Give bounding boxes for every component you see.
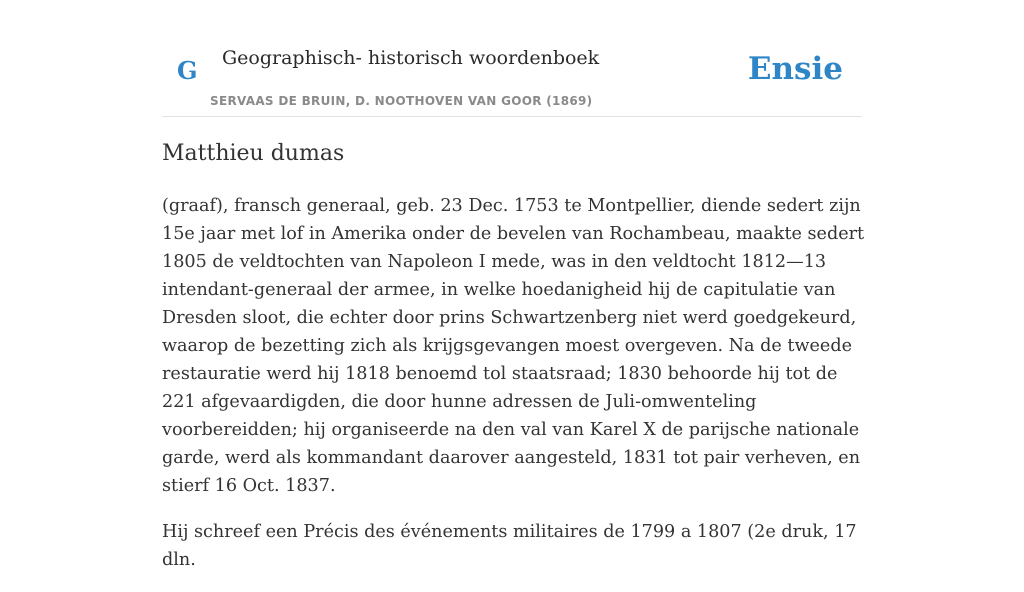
article-title: Matthieu dumas — [162, 141, 345, 166]
book-subtitle: SERVAAS DE BRUIN, D. NOOTHOVEN VAN GOOR (1869) — [210, 94, 593, 108]
article-paragraph: Hij schreef een Précis des événements militaires de 1799 a 1807 (2e druk, 17 dln. — [162, 522, 857, 570]
article-paragraph: (graaf), fransch generaal, geb. 23 Dec. 1753 te Montpellier, diende sedert zijn 15e jaar met lof in Amerika onder de bevelen van Rochambeau, maakte sedert 1805 de veldtochten van Napoleon I mede, was in den veldtocht 1812—13 intendant-generaal der armee, in welke hoedanigheid hij de capitulatie van Dresden sloot, die echter door prins Schwartzenberg niet werd goedgekeurd, waarop de bezetting zich als krijgsgevangen moest overgeven. Na de tweede restauratie werd hij 1818 benoemd tol staatsraad; 1830 behoorde hij tot de 221 afgevaardigden, die door hunne adressen de Juli-omwenteling voorbereidden; hij organiseerde na den val van Karel X de parijsche nationale garde, werd als kommandant daarover aangesteld, 1831 tot pair verheven, en stierf 16 Oct. 1837. — [162, 196, 865, 496]
book-title[interactable]: Geographisch- historisch woordenboek — [222, 47, 600, 69]
category-letter[interactable]: G — [177, 56, 198, 85]
header — [162, 0, 862, 117]
site-logo[interactable]: Ensie — [747, 51, 843, 87]
article-body — [162, 192, 872, 592]
